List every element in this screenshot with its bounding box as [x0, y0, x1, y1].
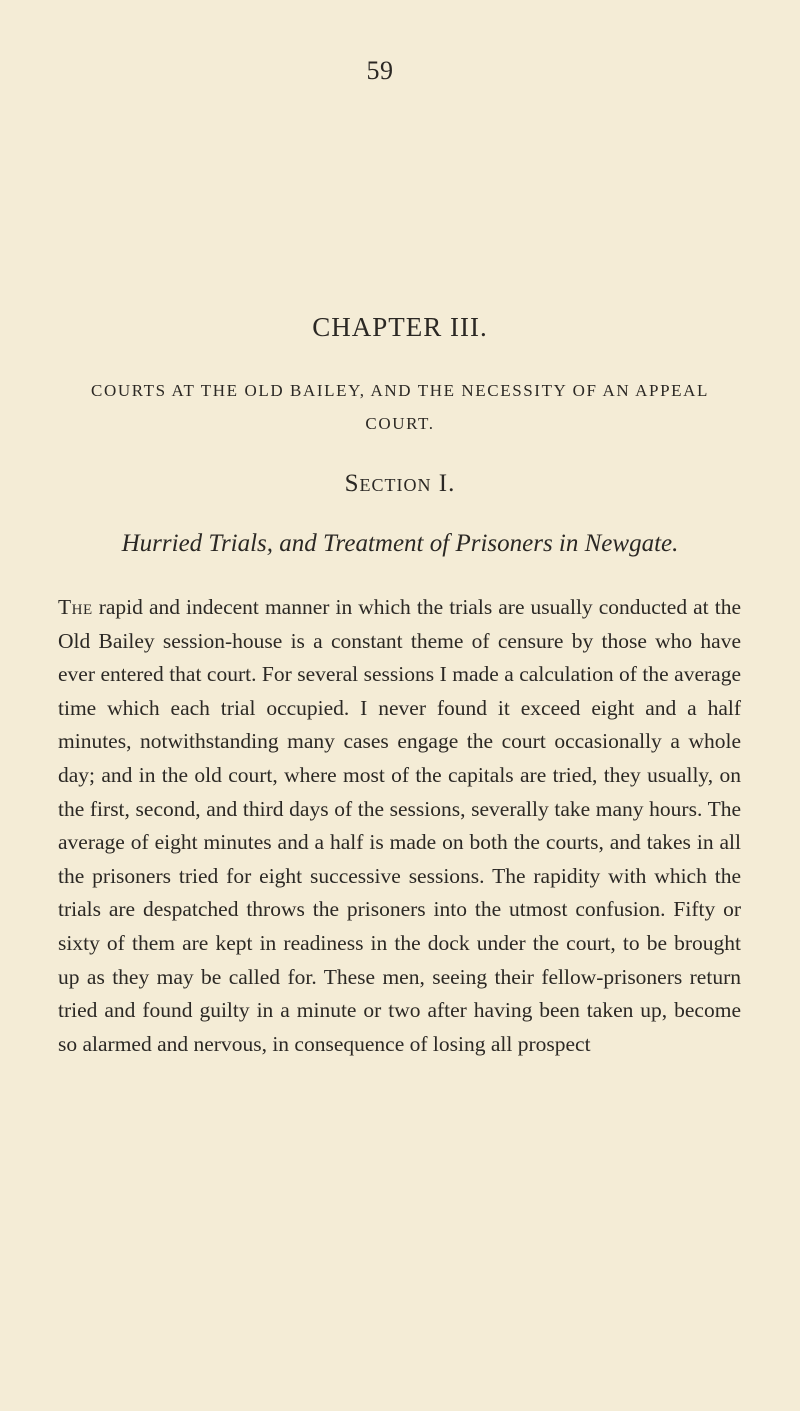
chapter-subtitle: COURTS AT THE OLD BAILEY, AND THE NECESSITY OF AN APPEAL COURT.: [91, 381, 709, 433]
paragraph-text: rapid and indecent manner in which the trials are usually conducted at the Old Bailey session-house is a constant theme of censure by those who have ever entered that court. For several sessions I made a calculation of the average time which each trial occupied. I never found it exceed eight and a half minutes, notwithstanding many cases engage the court occasionally a whole day; and in the old court, where most of the capitals are tried, they usually, on the first, second, and third days of the sessions, severally take many hours. The average of eight minutes and a half is made on both the courts, and takes in all the prisoners tried for eight successive sessions. The rapidity with which the trials are despatched throws the prisoners into the utmost confusion. Fifty or sixty of them are kept in readiness in the dock under the court, to be brought up as they may be called for. These men, seeing their fellow-prisoners return tried and found guilty in a minute or two after having been taken up, become so alarmed and nervous, in consequence of losing all prospect: [58, 595, 741, 1056]
section-heading: Section I.: [344, 470, 456, 497]
chapter-title: CHAPTER III.: [312, 312, 488, 342]
body-paragraph: [58, 591, 741, 1061]
page-number: 59: [366, 56, 394, 85]
section-title: Hurried Trials, and Treatment of Prisoners in Newgate.: [121, 530, 679, 557]
paragraph-lead-word: The: [58, 595, 93, 619]
